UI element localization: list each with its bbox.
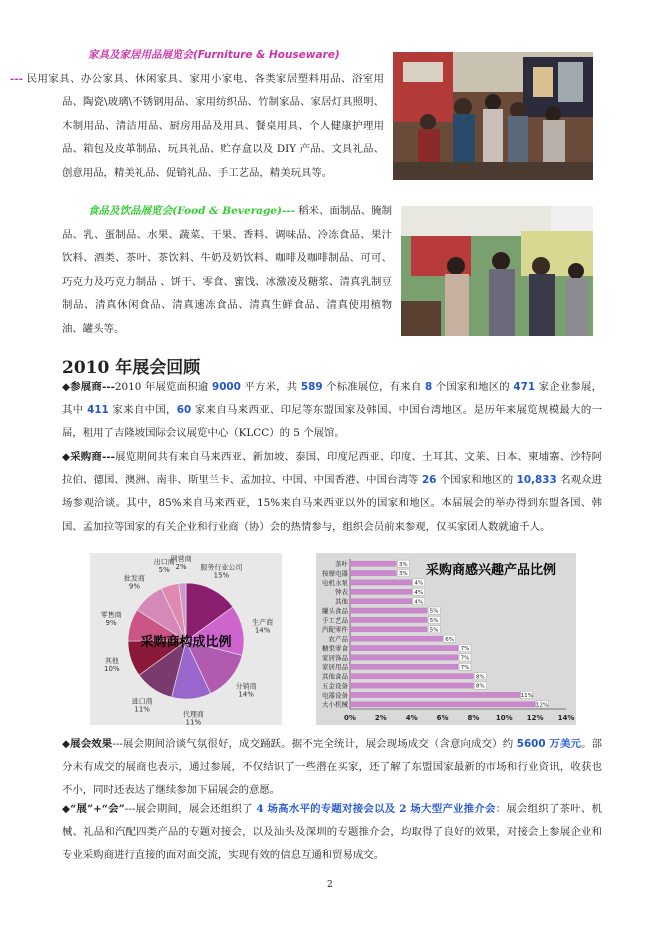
effect-amount: 5600 万美元 [516,738,582,750]
pie-category-label: 代理商 [182,710,204,719]
pie-category-label: 其他 [104,657,119,666]
food-dash: --- [281,205,295,217]
effect-text-2: 。部分未有成交的展商也表示，通过参展，不仅结识了一些潜在买家，还了解了东盟国家最新的市场和行业资讯，收获也不小，同时还表达了继续参加下届展会的意愿。 [62,738,602,797]
bar-x-tick-label: 10% [495,714,513,722]
pie-value-label: 10% [104,665,120,674]
bar [350,608,427,613]
bar [350,702,535,707]
bar-x-tick-label: 4% [405,714,418,722]
bar-value-label: 8% [476,683,485,690]
bar-category-label: 茶叶 [335,560,348,569]
bar [350,599,412,604]
bar-category-label: 按摩电器 [322,569,348,578]
bar-category-label: 五金设备 [322,681,348,690]
bar-x-tick-label: 6% [436,714,449,722]
furniture-dash: --- [10,72,23,85]
buyers-text-1: 展览期间共有来自马来西亚、新加坡、泰国、印度尼西亚、印度、土耳其、文莱、日本、柬埔寨、沙特阿拉伯、德国、澳洲、南非、斯里兰卡、孟加拉、中国、中国香港、中国台湾等 [62,451,602,487]
bar-value-label: 12% [536,702,549,709]
bar-category-label: 钟表 [335,588,348,597]
exhibitors-booths: 589 [300,381,323,393]
pie-value-label: 11% [185,718,202,725]
pie-category-label: 服务行业公司 [200,563,243,572]
exhibitors-text-1: 2010 年展览面积逾 [114,381,212,393]
pie-value-label: 9% [105,619,117,628]
pie-chart-svg [90,553,282,725]
food-section [62,200,392,341]
buyers-text-2: 个国家和地区的 [436,474,517,487]
exhibitors-paragraph [62,376,602,446]
exhibitors-companies: 471 [513,381,536,393]
bar-category-label: 大小机械 [322,700,348,709]
food-exhibit-photo [401,206,593,336]
bar-x-tick-label: 2% [374,714,387,722]
bar [350,636,443,641]
bar-category-label: 电器设备 [322,691,348,700]
buyers-paragraph [62,446,602,539]
exhibitors-text-4: 个国家和地区的 [432,381,514,393]
bar [350,627,427,632]
bar-value-label: 5% [429,627,439,634]
buyers-label: ◆采购商--- [62,451,115,463]
furniture-header: 家具及家居用品展览会(Furniture & Houseware) [88,49,340,61]
bar [350,664,458,669]
bar-value-label: 4% [414,599,424,606]
bar [350,580,412,585]
bar-category-label: 其他 [335,597,348,606]
pie-category-label: 进口商 [131,697,153,706]
pie-value-label: 14% [238,690,254,699]
pie-value-label: 2% [175,563,187,572]
meetings-label: ◆“展”+“会” [62,803,125,815]
bar [350,645,458,650]
bar-category-label: 家居饰品 [322,653,348,662]
meetings-highlight: 4 场高水平的专题对接会以及 2 场大型产业推介会 [256,803,496,815]
bar-category-label: 其他食品 [322,672,348,681]
buyers-countries: 26 [421,474,437,487]
pie-value-label: 14% [254,626,271,635]
bar-x-tick-label: 14% [557,714,575,722]
bar [350,570,396,575]
bar [350,617,427,622]
exhibitors-countries: 8 [424,381,433,393]
bar-category-label: 汽配零件 [322,625,348,634]
meetings-text-1: ---展会期间，展会还组织了 [124,803,257,815]
bar-value-label: 5% [429,608,439,615]
bar-category-label: 农产品 [328,635,348,644]
furniture-exhibit-photo [393,52,593,180]
bar-value-label: 7% [460,646,470,653]
bar-category-label: 手工艺品 [322,616,348,625]
pie-category-label: 零售商 [100,611,122,620]
exhibitors-text-7: 家来自马来西亚、印尼等东盟国家及韩国、中国台湾地区。是历年来展览规模最大的一届，租用了吉隆坡国际会议展览中心（KLCC）的 5 个展馆。 [62,404,602,440]
exhibitors-area: 9000 [211,381,241,393]
buyer-composition-pie-chart [90,553,282,725]
bar [350,589,412,594]
bar-value-label: 3% [398,571,408,578]
bar [350,692,520,697]
pie-value-label: 5% [158,566,170,575]
exhibitors-text-2: 平方米，共 [240,381,301,393]
bar [350,561,396,566]
effect-label: ◆展会效果 [62,738,113,750]
furniture-text: 民用家具、办公家具、休闲家具、家用小家电、各类家居塑料用品、浴室用品、陶瓷\玻璃\不锈钢用品、家用纺织品、竹制家品、家居灯具照明、木制用品、清洁用品、厨房用品及用具、餐桌用具、个人健康护理用品、箱包及皮革制品、玩具礼品、贮存盒以及 DIY 产品、文具礼品、创意用品，精美礼品、促销礼品、手工艺品，精美玩具等。 [26,72,384,179]
bar-value-label: 3% [398,561,408,568]
bar-x-tick-label: 0% [344,714,356,722]
bar [350,655,458,660]
bar-category-label: 罐头食品 [322,606,348,615]
pie-value-label: 15% [213,571,230,580]
pie-category-label: 出口商 [153,558,175,567]
bar-value-label: 7% [460,655,470,662]
bar-value-label: 8% [476,674,485,681]
review-section-title: 2010 年展会回顾 [62,358,201,378]
bar-value-label: 4% [414,580,424,587]
bar-x-tick-label: 8% [467,714,480,722]
exhibitors-text-5: 家企业参展，其中 [62,381,602,417]
bar-value-label: 7% [460,664,470,671]
bar-category-label: 电机水泵 [322,578,348,587]
exhibitors-label: ◆参展商--- [62,381,115,393]
pie-value-label: 11% [134,705,150,714]
buyers-text-3: 名观众进场参观洽谈。其中，85%来自马来西亚，15%来自马来西亚以外的国家和地区。本届展会的举办得到东盟各国、韩国、孟加拉等国家的有关企业和行业商（协）会的热情参与，组织会员前来参观，仅买家团人数就逾千人。 [62,474,602,533]
pie-category-label: 网营商 [170,555,192,564]
exhibitors-china: 411 [87,404,109,417]
bar-x-tick-label: 12% [526,714,544,722]
effect-text-1: ---展会期间洽谈气氛很好，成交踊跃。据不完全统计，展会现场成交（含意向成交）约 [112,738,517,750]
meetings-paragraph [62,798,602,868]
page-number: 2 [327,880,333,890]
bar [350,674,473,679]
pie-category-label: 分销商 [235,682,257,691]
pie-value-label: 9% [128,582,140,591]
exhibitors-text-3: 个标准展位，有来自 [322,381,425,393]
bar-chart-title: 采购商感兴趣产品比例 [425,563,557,578]
bar-value-label: 11% [520,693,533,700]
bar-value-label: 4% [414,589,424,596]
exhibitors-asean: 60 [176,404,192,417]
bar-value-label: 5% [429,618,439,625]
buyers-visitors: 10,833 [516,474,557,487]
bar-value-label: 6% [445,636,454,643]
bar-category-label: 糖果零食 [322,644,348,653]
bar-category-label: 家居用品 [322,663,348,672]
pie-category-label: 生产商 [252,618,274,627]
pie-chart-title: 采购商构成比例 [140,635,232,650]
food-header: 食品及饮品展览会(Food & Beverage) [88,205,282,217]
bar [350,683,473,688]
furniture-section [10,44,384,185]
meetings-text-2: ：展会组织了茶叶、机械、礼品和汽配四类产品的专题对接会，以及汕头及深圳的专题推介会，均取得了良好的效果，对接会上参展企业和专业采购商进行直接的面对面交流，实现有效的信息互通和贸易成交。 [62,803,602,862]
interest-products-bar-chart [316,553,576,725]
bar-chart-svg [316,553,576,725]
food-text: 稻米、面制品、腌制品、乳、蛋制品、水果、蔬菜、干果、香料、调味品、冷冻食品、果汁饮料、酒类、茶叶、茶饮料、牛奶及奶饮料、咖啡及咖啡制品、可可、巧克力及巧克力制品 、饼干、零食、蜜饯、冰激凌及糖浆、清真乳制豆制品、清真休闲食品、清真速冻食品、清真生鲜食品、清真使用植物油、罐头等。 [62,205,393,335]
exhibitors-text-6: 家来自中国， [108,404,177,417]
pie-category-label: 批发商 [123,574,145,583]
effect-paragraph [62,733,602,803]
